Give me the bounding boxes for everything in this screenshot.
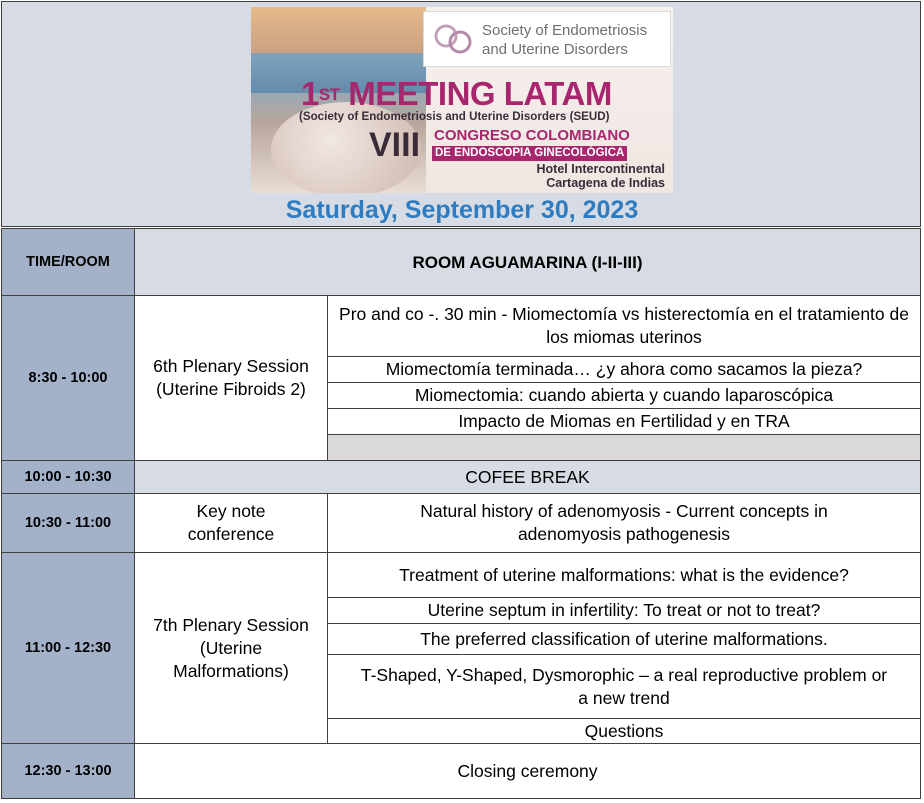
keynote-talk: Natural history of adenomyosis - Current concepts in adenomyosis pathogenesis: [327, 493, 921, 553]
talk-row: Miomectomía terminada… ¿y ahora como sacamos la pieza?: [327, 356, 921, 383]
venue-city: Cartagena de Indias: [546, 176, 665, 190]
talk-row: The preferred classification of uterine malformations.: [327, 623, 921, 655]
congress-number: VIII: [369, 126, 421, 164]
venue: [537, 162, 665, 190]
session-plenary-6: 6th Plenary Session (Uterine Fibroids 2): [134, 295, 328, 461]
session-plenary-7: 7th Plenary Session (Uterine Malformations): [134, 552, 328, 744]
time-slot-1030: 10:30 - 11:00: [1, 493, 135, 553]
talk-row: Treatment of uterine malformations: what is the evidence?: [327, 552, 921, 598]
meeting-ordinal-suffix: ST: [318, 85, 340, 104]
talk-row: Uterine septum in infertility: To treat or not to treat?: [327, 597, 921, 624]
congress-subtitle: DE ENDOSCOPIA GINECOLÓGICA: [432, 146, 627, 161]
schedule-table: [1, 228, 921, 799]
venue-hotel: Hotel Intercontinental: [536, 162, 665, 176]
meeting-name: MEETING LATAM: [339, 75, 612, 112]
coffee-break: COFEE BREAK: [134, 460, 921, 494]
time-slot-0830: 8:30 - 10:00: [1, 295, 135, 461]
talk-row: Miomectomia: cuando abierta y cuando laparoscópica: [327, 382, 921, 409]
header-time-room: TIME/ROOM: [1, 228, 135, 296]
talk-row: Pro and co -. 30 min - Miomectomía vs histerectomía en el tratamiento de los miomas uterinos: [327, 295, 921, 357]
society-line-2: and Uterine Disorders: [482, 41, 628, 58]
time-slot-1100: 11:00 - 12:30: [1, 552, 135, 744]
header-room-name: ROOM AGUAMARINA (I-II-III): [134, 228, 921, 296]
seud-subtitle: (Society of Endometriosis and Uterine Disorders (SEUD): [299, 110, 610, 123]
keynote-label: Key note conference: [134, 493, 328, 553]
talk-row: T-Shaped, Y-Shaped, Dysmorophic – a real reproductive problem or a new trend: [327, 654, 921, 719]
society-name: [482, 21, 647, 59]
event-banner: [251, 7, 673, 193]
society-line-1: Society of Endometriosis: [482, 22, 648, 39]
congress-title: CONGRESO COLOMBIANO: [434, 127, 630, 144]
seud-logo-icon: [432, 22, 476, 58]
talk-row-questions: Questions: [327, 718, 921, 744]
talk-row-empty: [327, 434, 921, 461]
time-slot-1230: 12:30 - 13:00: [1, 743, 135, 799]
meeting-title: [301, 77, 612, 111]
talk-row: Impacto de Miomas en Fertilidad y en TRA: [327, 408, 921, 435]
society-logo-box: [423, 11, 671, 67]
agenda-date: Saturday, September 30, 2023: [285, 196, 639, 224]
sky-image: [251, 7, 426, 55]
meeting-ordinal: 1: [301, 75, 319, 112]
closing-ceremony: Closing ceremony: [134, 743, 921, 799]
time-slot-1000: 10:00 - 10:30: [1, 460, 135, 494]
